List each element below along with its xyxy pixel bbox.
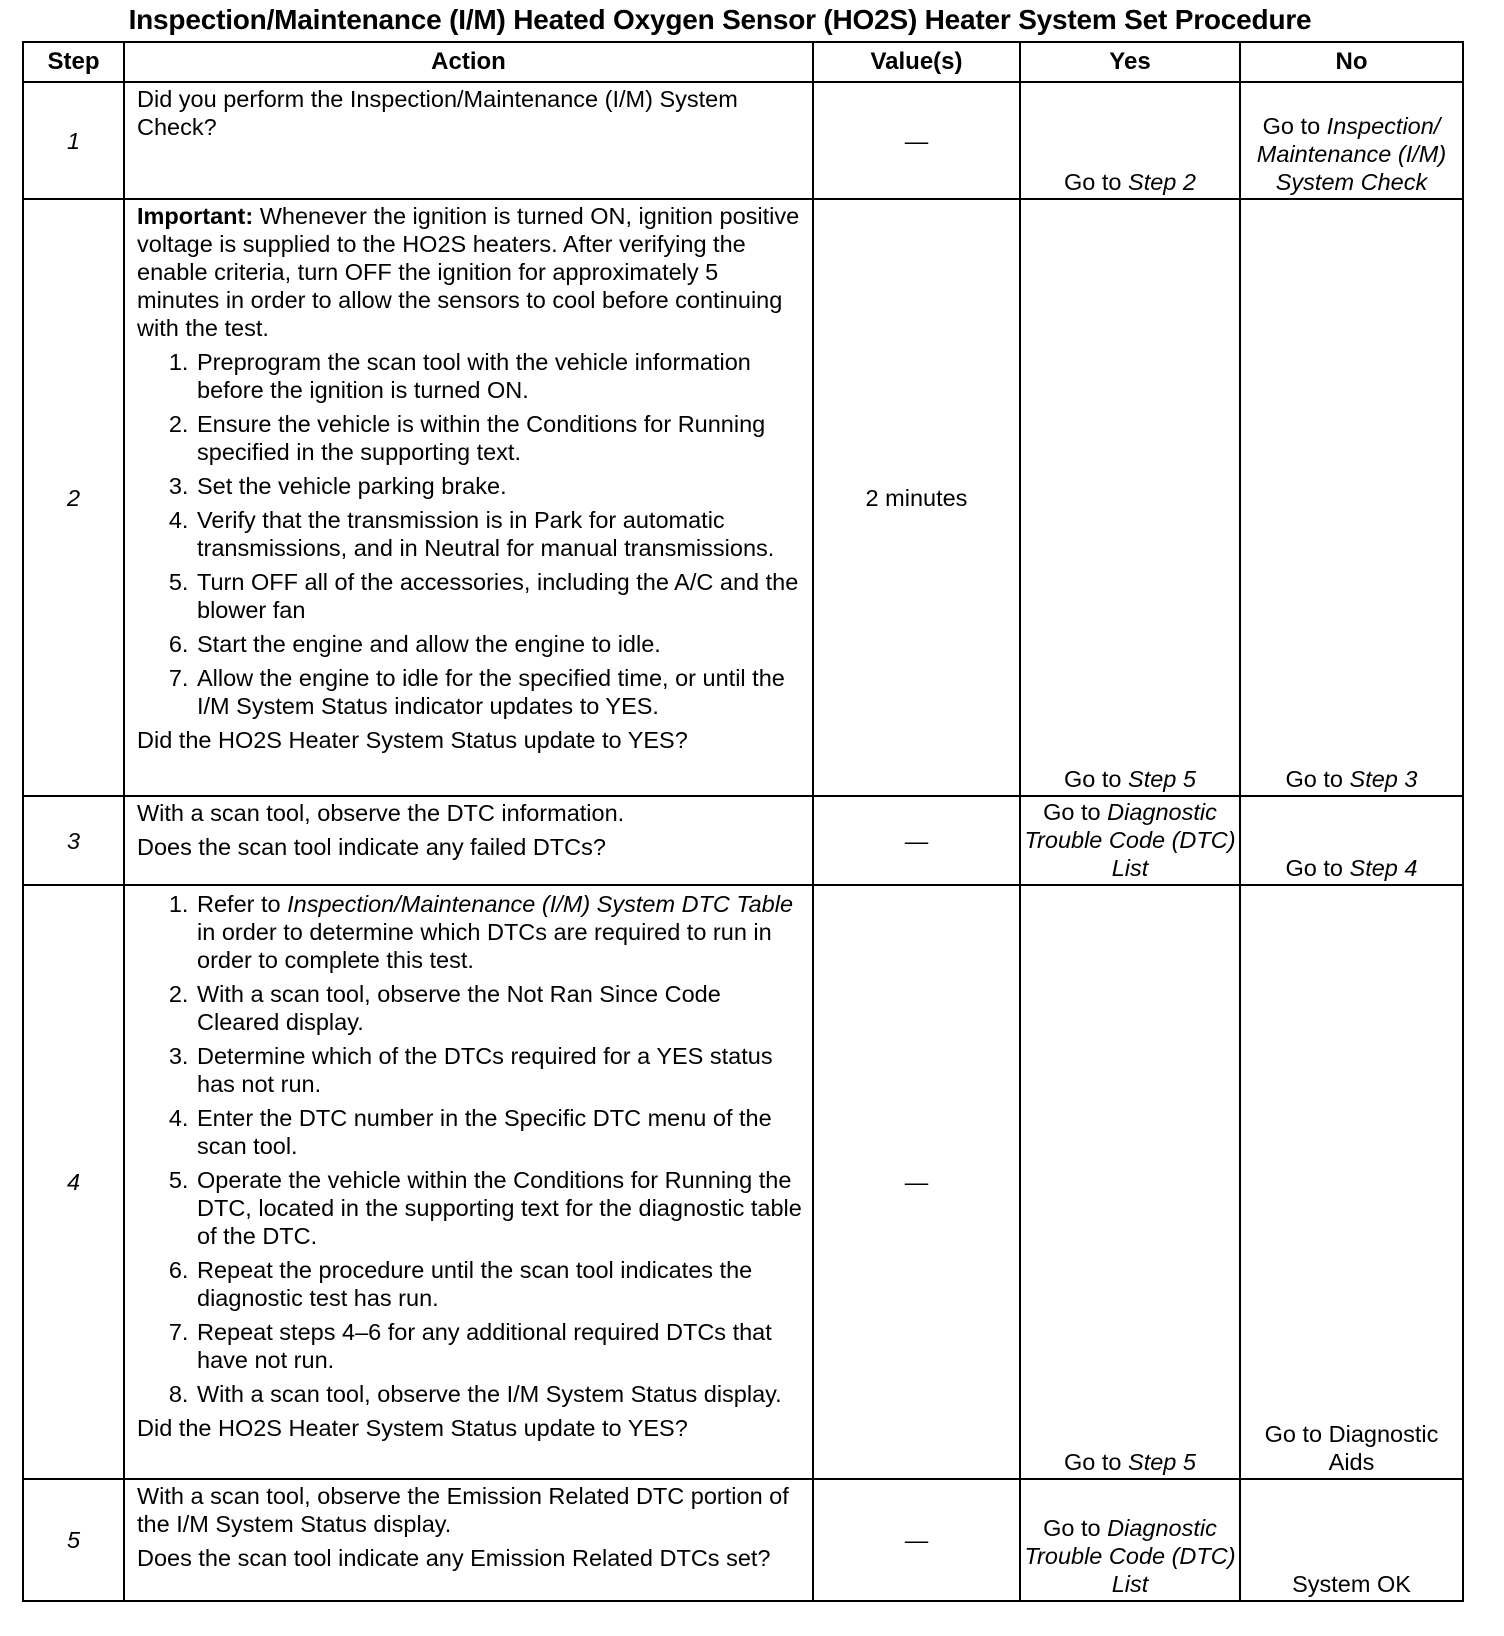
value-cell: — [813, 885, 1020, 1479]
no-text: System OK [1292, 1571, 1411, 1597]
yes-link[interactable]: Diagnostic Trouble Code (DTC) List [1024, 1515, 1236, 1597]
header-step: Step [23, 42, 124, 82]
list-item: 4. Verify that the transmission is in Park for automatic transmissions, and in Neutral for manual transmissions. [195, 506, 802, 562]
important-text: Whenever the ignition is turned ON, ignition positive voltage is supplied to the HO2S heaters. After verifying the enable criteria, turn OFF the ignition for approximately 5 minutes in order to allow the sensors to cool before continuing with the test. [137, 203, 800, 341]
step-number: 5 [23, 1479, 124, 1601]
no-link[interactable]: Step 4 [1349, 855, 1418, 881]
action-intro: With a scan tool, observe the Emission Related DTC portion of the I/M System Status display. [137, 1483, 789, 1537]
yes-link[interactable]: Diagnostic Trouble Code (DTC) List [1024, 799, 1236, 881]
procedure-list [137, 348, 802, 720]
no-cell [1240, 199, 1463, 796]
item-suffix: in order to determine which DTCs are required to run in order to complete this test. [197, 919, 772, 973]
yes-cell [1020, 199, 1240, 796]
no-cell [1240, 1479, 1463, 1601]
action-cell [124, 885, 813, 1479]
table-row-step-1 [23, 82, 1463, 199]
yes-link[interactable]: Step 2 [1128, 169, 1196, 195]
no-cell [1240, 796, 1463, 885]
yes-prefix: Go to [1064, 1449, 1129, 1475]
table-row-step-2 [23, 199, 1463, 796]
list-item: 3. Determine which of the DTCs required for a YES status has not run. [195, 1042, 802, 1098]
no-text[interactable]: Go to Diagnostic Aids [1264, 1421, 1439, 1475]
header-no: No [1240, 42, 1463, 82]
no-prefix: Go to [1285, 855, 1350, 881]
procedure-list [137, 890, 802, 1408]
no-prefix: Go to [1262, 113, 1327, 139]
item-prefix: Refer to [197, 891, 288, 917]
yes-cell [1020, 796, 1240, 885]
table-row-step-4 [23, 885, 1463, 1479]
step-number: 4 [23, 885, 124, 1479]
action-question: Does the scan tool indicate any Emission Related DTCs set? [137, 1545, 771, 1571]
yes-link[interactable]: Step 5 [1128, 1449, 1196, 1475]
list-item: 5. Operate the vehicle within the Conditions for Running the DTC, located in the supporting text for the diagnostic table of the DTC. [195, 1166, 802, 1250]
action-intro: With a scan tool, observe the DTC information. [137, 800, 625, 826]
value-cell: — [813, 796, 1020, 885]
procedure-table [22, 41, 1464, 1602]
value-cell: — [813, 1479, 1020, 1601]
value-cell: — [813, 82, 1020, 199]
list-item: 3. Set the vehicle parking brake. [195, 472, 802, 500]
dtc-table-link[interactable]: Inspection/Maintenance (I/M) System DTC Table [287, 891, 794, 917]
step-number: 1 [23, 82, 124, 199]
action-cell [124, 796, 813, 885]
yes-cell [1020, 1479, 1240, 1601]
yes-prefix: Go to [1043, 799, 1108, 825]
yes-cell [1020, 82, 1240, 199]
list-item: 7. Allow the engine to idle for the specified time, or until the I/M System Status indicator updates to YES. [195, 664, 802, 720]
document-title: Inspection/Maintenance (I/M) Heated Oxygen Sensor (HO2S) Heater System Set Procedure [128, 4, 1312, 35]
yes-prefix: Go to [1043, 1515, 1108, 1541]
header-yes: Yes [1020, 42, 1240, 82]
no-cell [1240, 885, 1463, 1479]
value-cell: 2 minutes [813, 199, 1020, 796]
list-item: 5. Turn OFF all of the accessories, including the A/C and the blower fan [195, 568, 802, 624]
no-prefix: Go to [1285, 766, 1350, 792]
yes-link[interactable]: Step 5 [1128, 766, 1196, 792]
header-action: Action [124, 42, 813, 82]
no-link[interactable]: Step 3 [1349, 766, 1418, 792]
no-cell [1240, 82, 1463, 199]
list-item: 8. With a scan tool, observe the I/M System Status display. [195, 1380, 802, 1408]
action-question: Did the HO2S Heater System Status update to YES? [137, 1415, 688, 1441]
list-item: 6. Start the engine and allow the engine to idle. [195, 630, 802, 658]
list-item: 1. Preprogram the scan tool with the vehicle information before the ignition is turned ON. [195, 348, 802, 404]
action-question: Does the scan tool indicate any failed DTCs? [137, 834, 606, 860]
list-item: 6. Repeat the procedure until the scan tool indicates the diagnostic test has run. [195, 1256, 802, 1312]
action-question: Did you perform the Inspection/Maintenance (I/M) System Check? [137, 86, 738, 140]
action-cell [124, 199, 813, 796]
important-note [137, 202, 802, 342]
action-cell [124, 82, 813, 199]
list-item: 4. Enter the DTC number in the Specific DTC menu of the scan tool. [195, 1104, 802, 1160]
step-number: 3 [23, 796, 124, 885]
step-number: 2 [23, 199, 124, 796]
yes-prefix: Go to [1064, 766, 1129, 792]
list-item: 2. Ensure the vehicle is within the Conditions for Running specified in the supporting text. [195, 410, 802, 466]
header-value: Value(s) [813, 42, 1020, 82]
list-item: 7. Repeat steps 4–6 for any additional required DTCs that have not run. [195, 1318, 802, 1374]
list-item [195, 890, 802, 974]
list-item: 2. With a scan tool, observe the Not Ran Since Code Cleared display. [195, 980, 802, 1036]
yes-prefix: Go to [1064, 169, 1129, 195]
table-row-step-3 [23, 796, 1463, 885]
table-header-row [23, 42, 1463, 82]
action-question: Did the HO2S Heater System Status update to YES? [137, 727, 688, 753]
yes-cell [1020, 885, 1240, 1479]
action-cell [124, 1479, 813, 1601]
important-label: Important: [137, 203, 254, 229]
table-row-step-5 [23, 1479, 1463, 1601]
no-link[interactable]: Inspection/ Maintenance (I/M) System Check [1256, 113, 1447, 195]
